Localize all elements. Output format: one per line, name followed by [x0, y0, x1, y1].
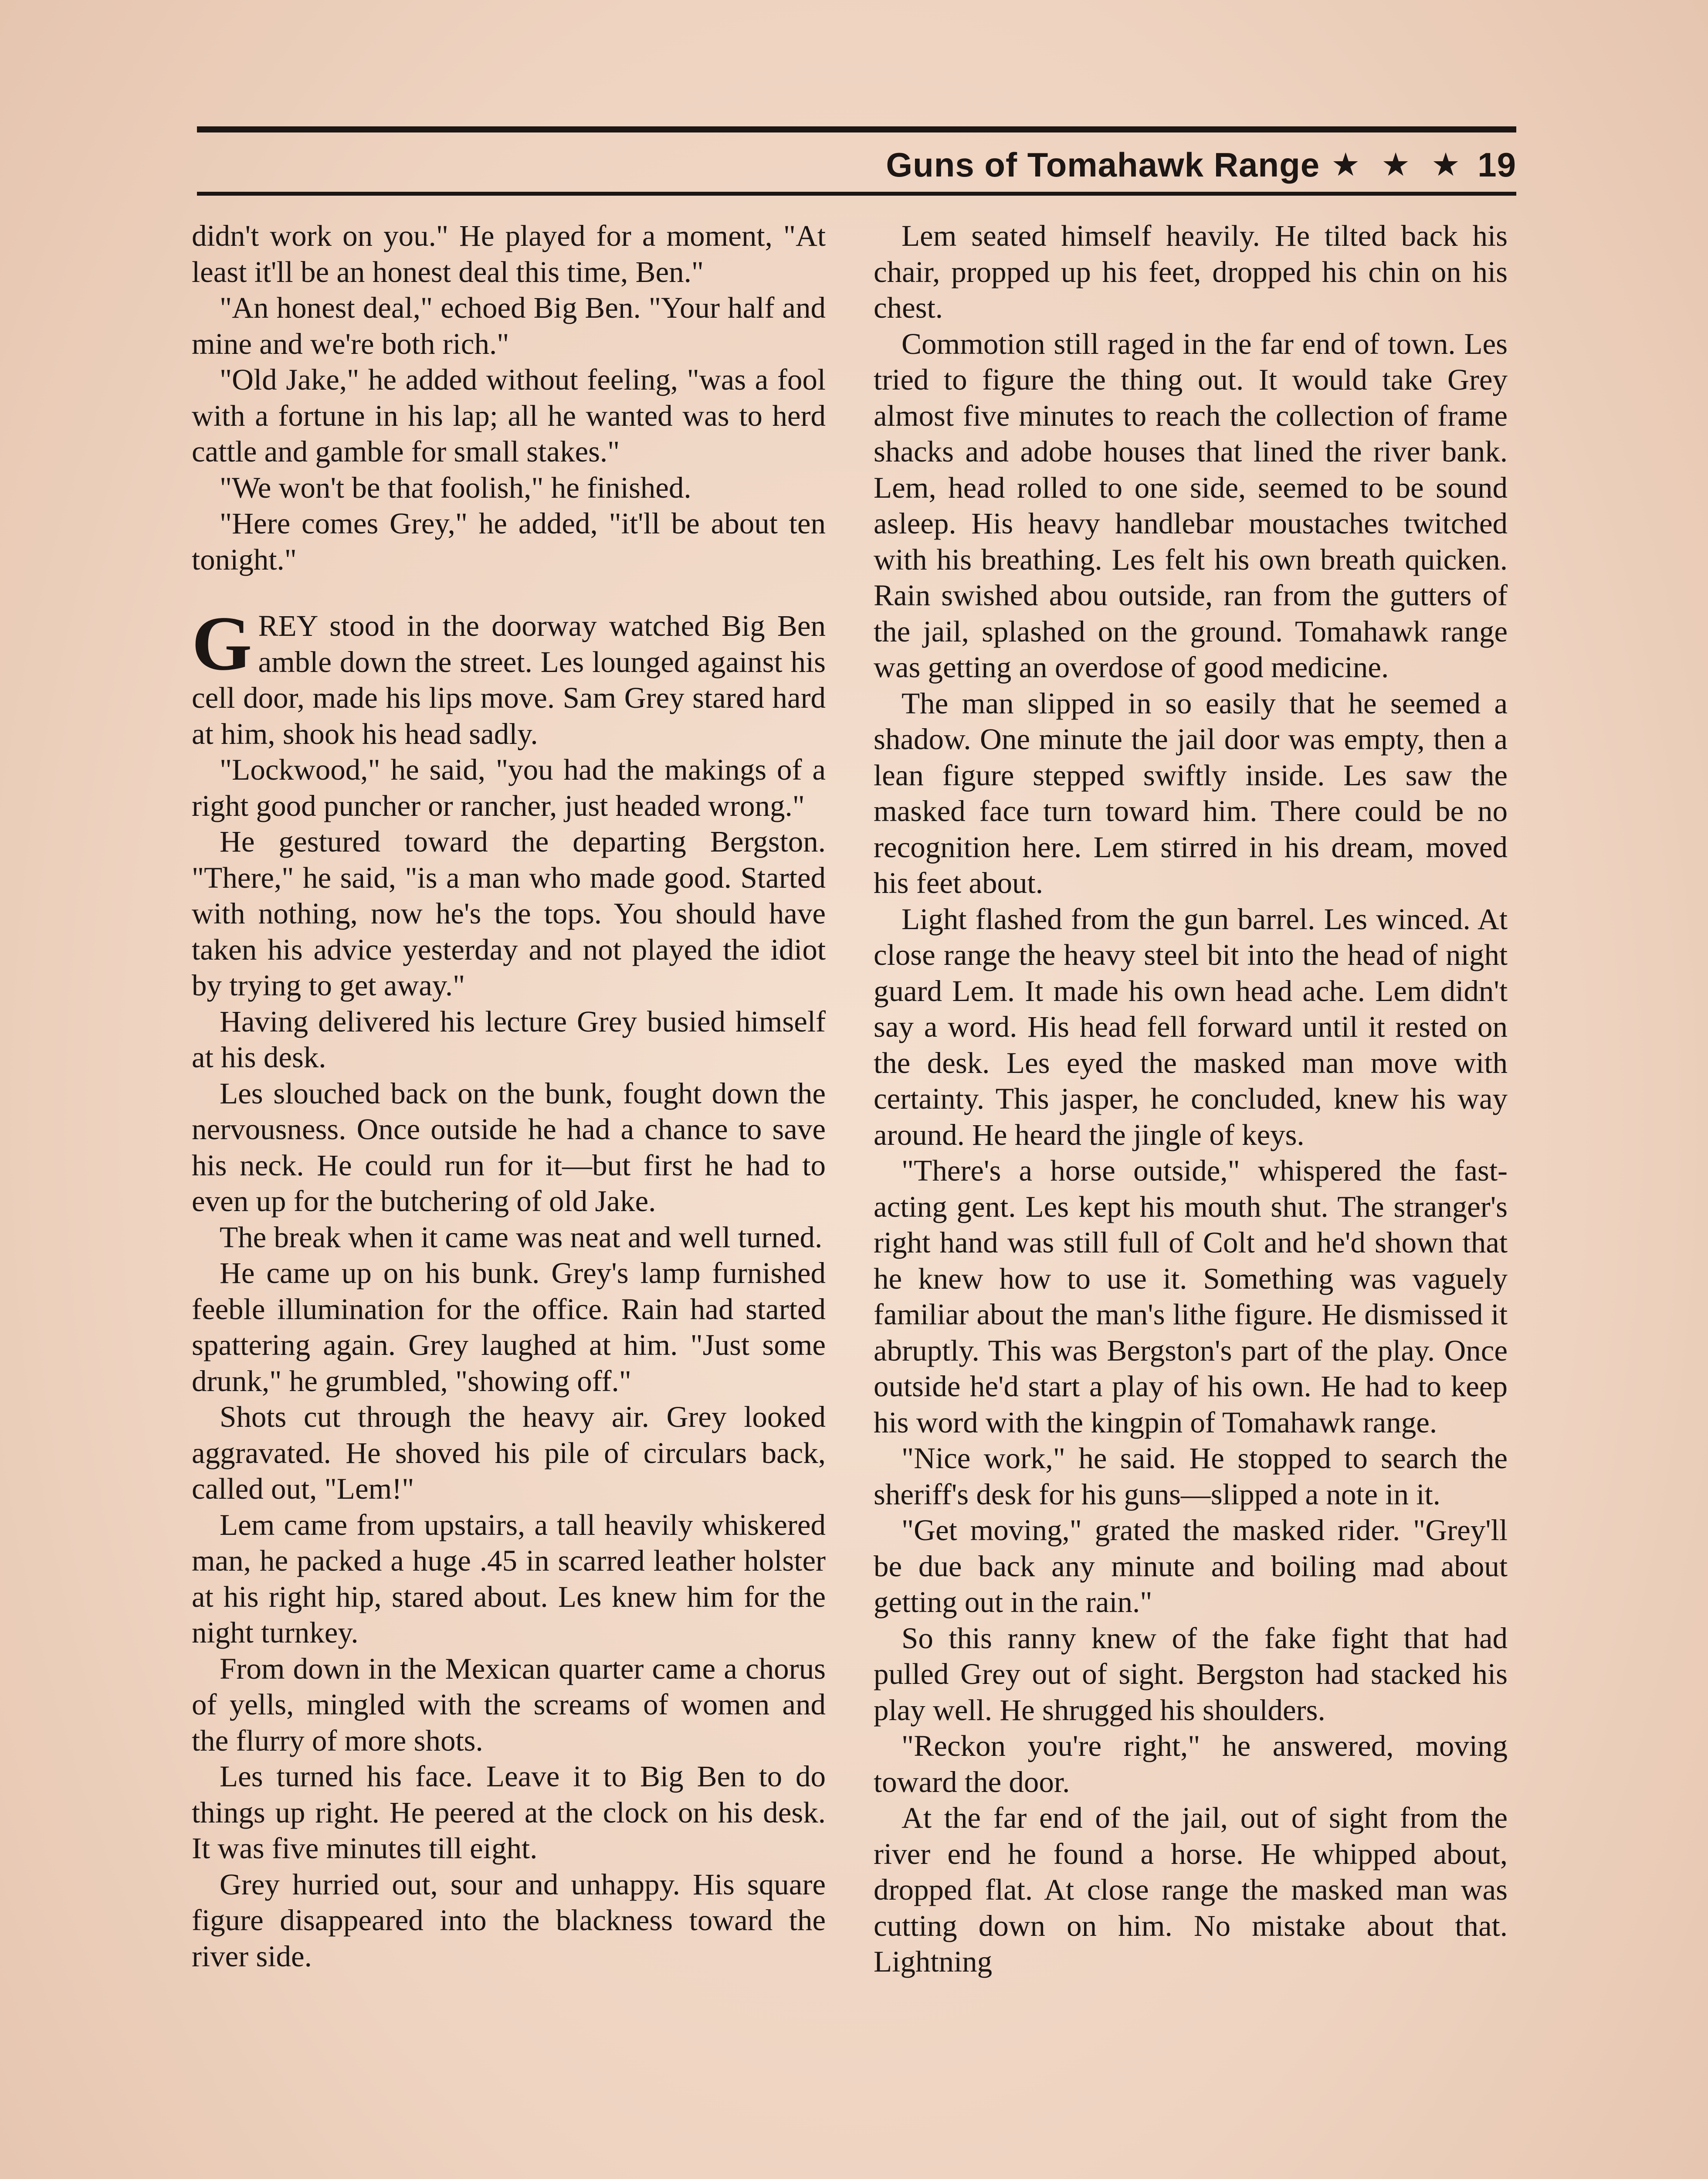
- paragraph: "Get moving," grated the masked rider. "Grey'll be due back any minute and boiling mad about getting out in the rain.": [874, 1514, 1508, 1619]
- paragraph: "Lockwood," he said, "you had the makings of a right good puncher or rancher, just headed wrong.": [192, 753, 826, 822]
- paragraph: "Old Jake," he added without feeling, "was a fool with a fortune in his lap; all he wanted was to herd cattle and gamble for small stakes.": [192, 363, 826, 468]
- paragraph: Commotion still raged in the far end of town. Les tried to figure the thing out. It would take Grey almost five minutes to reach the collection of frame shacks and adobe houses that lined the river bank. Lem, head rolled to one side, seemed to be sound asleep. His heavy handlebar moustaches twitched with his breathing. Les felt his own breath quicken. Rain swished abou outside, ran from the gutters of the jail, splashed on the ground. Tomahawk range was getting an overdose of good medicine.: [874, 327, 1508, 684]
- header-rule-bottom: [197, 192, 1516, 196]
- paragraph: Lem came from upstairs, a tall heavily whiskered man, he packed a huge .45 in scarred leather holster at his right hip, stared about. Les knew him for the night turnkey.: [192, 1508, 826, 1649]
- section-opening-paragraph: [192, 600, 826, 752]
- paragraph: Les slouched back on the bunk, fought down the nervousness. Once outside he had a chance to save his neck. He could run for it—but first he had to even up for the butchering of old Jake.: [192, 1076, 826, 1218]
- paragraph: Having delivered his lecture Grey busied himself at his desk.: [192, 1005, 826, 1074]
- paragraph: So this ranny knew of the fake fight that had pulled Grey out of sight. Bergston had stacked his play well. He shrugged his shoulders.: [874, 1621, 1508, 1727]
- paragraph: "We won't be that foolish," he finished.: [220, 471, 691, 504]
- paragraph: Lem seated himself heavily. He tilted back his chair, propped up his feet, dropped his chin on his chest.: [874, 219, 1508, 324]
- page-number: 19: [1478, 145, 1516, 184]
- paragraph: The break when it came was neat and well turned.: [220, 1220, 823, 1254]
- left-column: [192, 218, 826, 1974]
- paragraph: Shots cut through the heavy air. Grey looked aggravated. He shoved his pile of circulars back, called out, "Lem!": [192, 1400, 826, 1505]
- paragraph: He gestured toward the departing Bergston. "There," he said, "is a man who made good. Started with nothing, now he's the tops. You should have taken his advice yesterday and not played the idiot by trying to get away.": [192, 825, 826, 1002]
- story-title: Guns of Tomahawk Range: [886, 145, 1320, 184]
- paragraph: didn't work on you." He played for a moment, "At least it'll be an honest deal this time, Ben.": [192, 219, 826, 288]
- paragraph: Light flashed from the gun barrel. Les winced. At close range the heavy steel bit into the head of night guard Lem. It made his own head ache. Lem didn't say a word. His head fell forward until it rested on the desk. Les eyed the masked man move with certainty. This jasper, he concluded, knew his way around. He heard the jingle of keys.: [874, 902, 1508, 1151]
- paragraph: "An honest deal," echoed Big Ben. "Your half and mine and we're both rich.": [192, 291, 826, 360]
- paragraph: He came up on his bunk. Grey's lamp furnished feeble illumination for the office. Rain had started spattering again. Grey laughed at him. "Just some drunk," he grumbled, "showing off.": [192, 1256, 826, 1398]
- paragraph: Grey hurried out, sour and unhappy. His square figure disappeared into the blackness toward the river side.: [192, 1867, 826, 1973]
- paragraph: "There's a horse outside," whispered the fast-acting gent. Les kept his mouth shut. The stranger's right hand was still full of Colt and he'd shown that he knew how to use it. Something was vaguely familiar about the man's lithe figure. He dismissed it abruptly. This was Bergston's part of the play. Once outside he'd start a play of his own. He had to keep his word with the kingpin of Tomahawk range.: [874, 1154, 1508, 1439]
- paragraph: Les turned his face. Leave it to Big Ben to do things up right. He peered at the clock on his desk. It was five minutes till eight.: [192, 1760, 826, 1865]
- paragraph: "Nice work," he said. He stopped to search the sheriff's desk for his guns—slipped a note in it.: [874, 1442, 1508, 1511]
- paragraph-text: REY stood in the doorway watched Big Ben amble down the street. Les lounged against his cell door, made his lips move. Sam Grey stared hard at him, shook his head sadly.: [192, 609, 826, 750]
- header-rule-top: [197, 126, 1516, 132]
- paragraph: The man slipped in so easily that he seemed a shadow. One minute the jail door was empty, then a lean figure stepped swiftly inside. Les saw the masked face turn toward him. There could be no recognition here. Lem stirred in his dream, moved his feet about.: [874, 686, 1508, 899]
- paragraph: "Reckon you're right," he answered, moving toward the door.: [874, 1729, 1508, 1799]
- paragraph: From down in the Mexican quarter came a chorus of yells, mingled with the screams of women and the flurry of more shots.: [192, 1652, 826, 1757]
- star-ornament: ★ ★ ★: [1331, 146, 1467, 183]
- running-head: [886, 140, 1516, 189]
- right-column: [874, 218, 1508, 1980]
- paragraph: "Here comes Grey," he added, "it'll be about ten tonight.": [192, 507, 826, 576]
- drop-cap: G: [192, 600, 252, 686]
- paragraph: At the far end of the jail, out of sight from the river end he found a horse. He whipped about, dropped flat. At close range the masked man was cutting down on him. No mistake about that. Lightning: [874, 1801, 1508, 1978]
